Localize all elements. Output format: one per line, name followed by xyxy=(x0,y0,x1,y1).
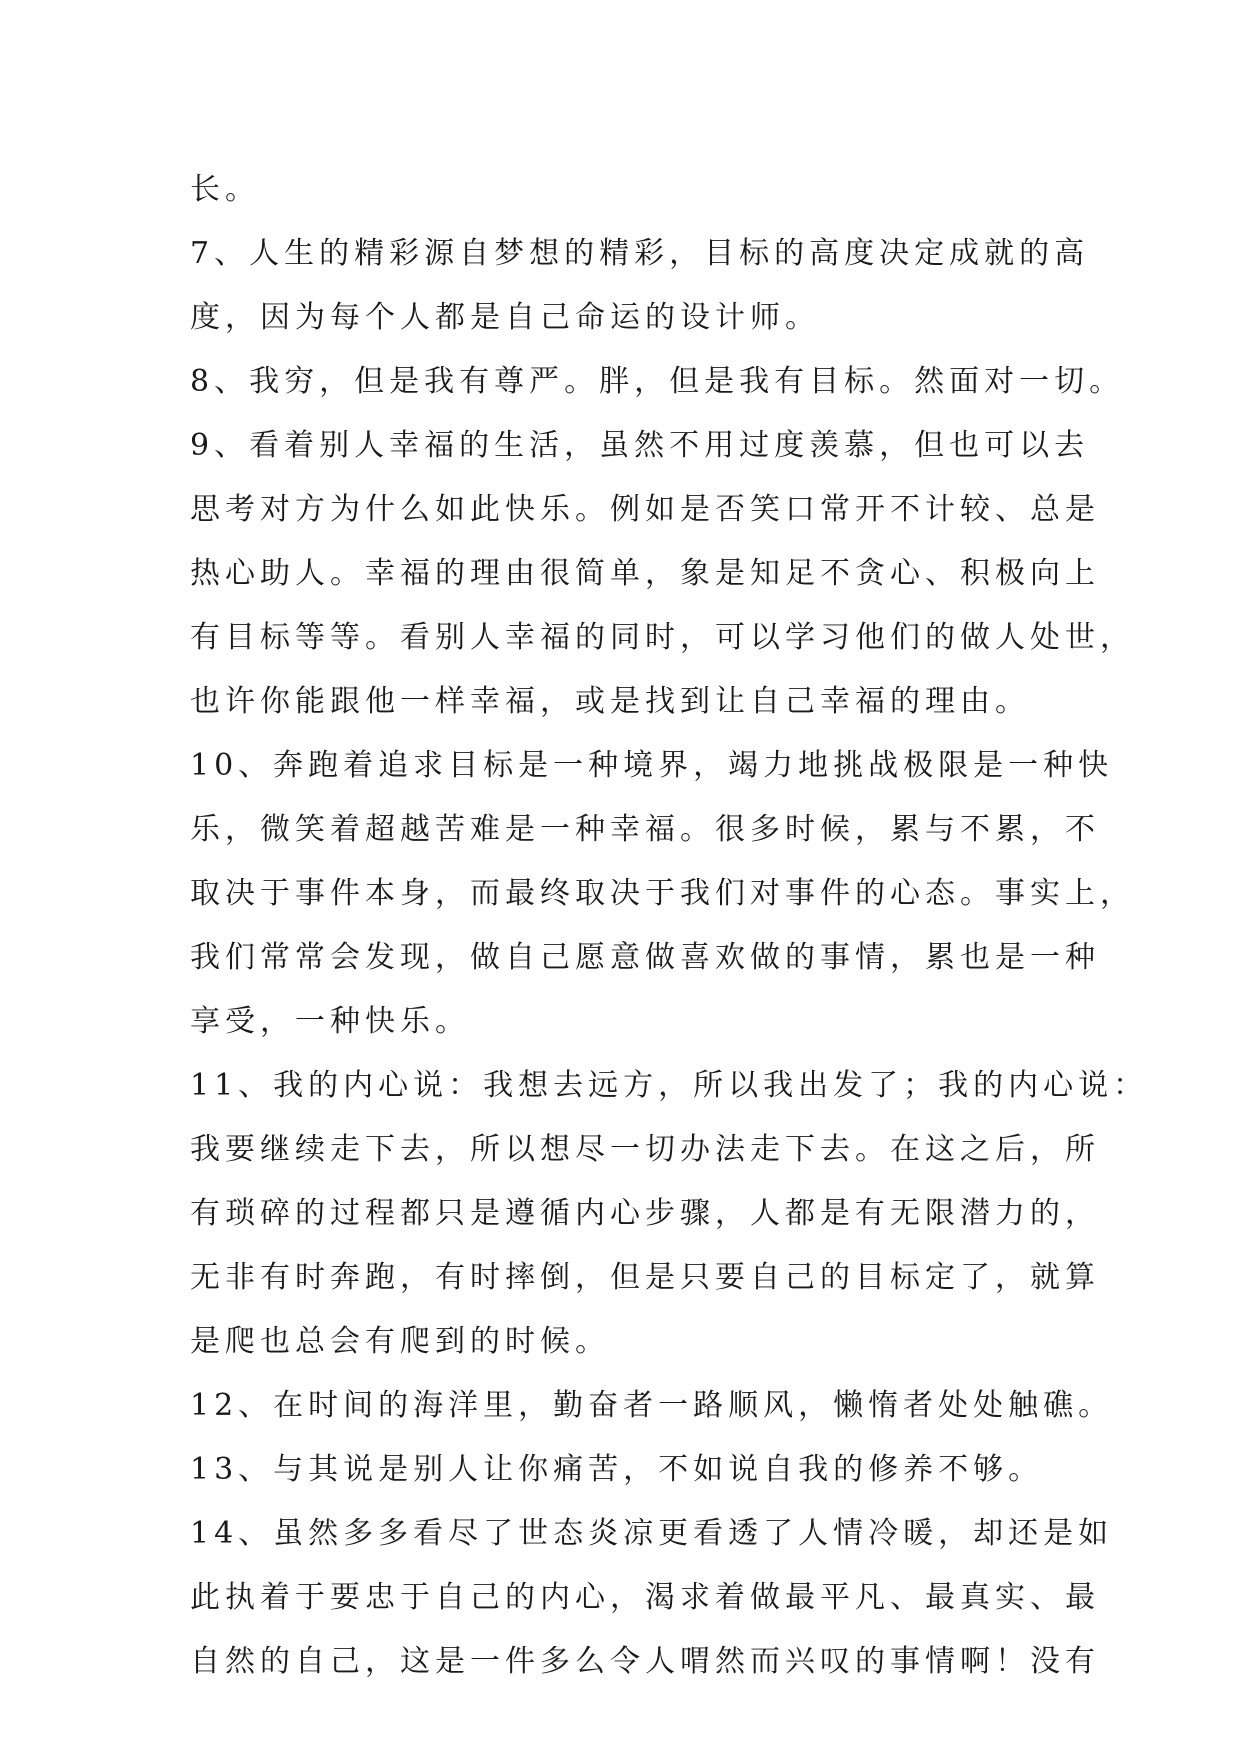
text-line: 长。 xyxy=(190,172,260,207)
text-line: 享受，一种快乐。 xyxy=(190,1004,470,1039)
text-line: 无非有时奔跑，有时摔倒，但是只要自己的目标定了，就算 xyxy=(190,1260,1100,1295)
text-line: 13、与其说是别人让你痛苦，不如说自我的修养不够。 xyxy=(190,1452,1044,1487)
text-line: 14、虽然多多看尽了世态炎凉更看透了人情冷暖，却还是如 xyxy=(190,1516,1114,1551)
text-line: 乐，微笑着超越苦难是一种幸福。很多时候，累与不累，不 xyxy=(190,812,1100,847)
text-line: 12、在时间的海洋里，勤奋者一路顺风，懒惰者处处触礁。 xyxy=(190,1388,1114,1423)
text-line: 度，因为每个人都是自己命运的设计师。 xyxy=(190,300,820,335)
text-line: 取决于事件本身，而最终取决于我们对事件的心态。事实上， xyxy=(190,876,1135,911)
text-line: 有目标等等。看别人幸福的同时，可以学习他们的做人处世， xyxy=(190,620,1135,655)
text-line: 自然的自己，这是一件多么令人喟然而兴叹的事情啊！没有 xyxy=(190,1644,1100,1679)
text-line: 我们常常会发现，做自己愿意做喜欢做的事情，累也是一种 xyxy=(190,940,1100,975)
text-line: 是爬也总会有爬到的时候。 xyxy=(190,1324,610,1359)
text-line: 此执着于要忠于自己的内心，渴求着做最平凡、最真实、最 xyxy=(190,1580,1100,1615)
text-line: 10、奔跑着追求目标是一种境界，竭力地挑战极限是一种快 xyxy=(190,748,1114,783)
text-line: 有琐碎的过程都只是遵循内心步骤，人都是有无限潜力的， xyxy=(190,1196,1100,1231)
text-line: 11、我的内心说：我想去远方，所以我出发了；我的内心说： xyxy=(190,1068,1149,1103)
text-line: 9、看着别人幸福的生活，虽然不用过度羡慕，但也可以去 xyxy=(190,428,1090,463)
text-line: 7、人生的精彩源自梦想的精彩，目标的高度决定成就的高 xyxy=(190,236,1090,271)
document-body xyxy=(190,158,1149,1694)
text-line: 思考对方为什么如此快乐。例如是否笑口常开不计较、总是 xyxy=(190,492,1100,527)
text-line: 热心助人。幸福的理由很简单，象是知足不贪心、积极向上 xyxy=(190,556,1100,591)
text-line: 8、我穷，但是我有尊严。胖，但是我有目标。然面对一切。 xyxy=(190,364,1125,399)
text-line: 也许你能跟他一样幸福，或是找到让自己幸福的理由。 xyxy=(190,684,1030,719)
text-line: 我要继续走下去，所以想尽一切办法走下去。在这之后，所 xyxy=(190,1132,1100,1167)
